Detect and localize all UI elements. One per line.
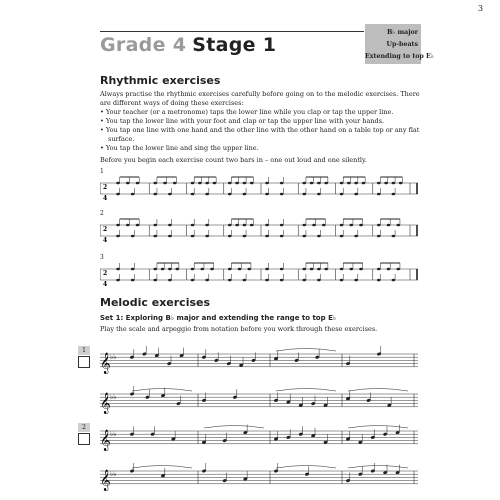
- svg-text:4: 4: [103, 281, 108, 286]
- bullet-icon: •: [100, 108, 104, 116]
- melodic-heading: Melodic exercises: [100, 296, 211, 309]
- rhythmic-instructions: [100, 90, 420, 165]
- bullet-item: • Your teacher (or a metronome) taps the lower line while you clap or tap the upper line.: [100, 108, 394, 116]
- rhythm-staff-2: [100, 218, 418, 240]
- page-title: [100, 34, 276, 56]
- bullet-item: • You tap the lower line with your foot and clap or tap the upper line with your hands.: [100, 117, 385, 125]
- topic-line: Up-beats: [386, 41, 418, 48]
- melody-staff-1a: [100, 346, 418, 376]
- melody-staff-2a: [100, 423, 418, 453]
- svg-text:♭♭: ♭♭: [110, 392, 117, 401]
- rhythm-staff-3: [100, 262, 418, 284]
- topic-line: Extending to top E♭: [365, 53, 434, 60]
- intro-text: Always practise the rhythmic exercises carefully before going on to the melodic exercises. There are different ways of doing these exercises:: [100, 90, 420, 107]
- svg-text:𝄞: 𝄞: [100, 429, 111, 451]
- svg-text:4: 4: [103, 237, 108, 242]
- stage-label: Stage 1: [192, 34, 277, 56]
- exercise-number: 1: [78, 346, 90, 355]
- melody-staff-1b: [100, 386, 418, 416]
- svg-text:♭♭: ♭♭: [110, 469, 117, 478]
- grade-label: Grade 4: [100, 34, 187, 56]
- topic-box: [365, 24, 434, 64]
- svg-text:2: 2: [103, 184, 108, 191]
- bullet-icon: •: [100, 126, 104, 134]
- svg-text:𝄞: 𝄞: [100, 352, 111, 374]
- exercise-number: 1: [100, 168, 104, 175]
- page-number: 3: [478, 4, 484, 13]
- svg-text:2: 2: [103, 226, 108, 233]
- svg-text:𝄞: 𝄞: [100, 392, 111, 414]
- bullet-icon: •: [100, 117, 104, 125]
- svg-text:♭♭: ♭♭: [110, 352, 117, 361]
- topic-line: B♭ major: [386, 29, 418, 36]
- set-title: Set 1: Exploring B♭ major and extending the range to top E♭: [100, 314, 337, 322]
- exercise-number: 2: [100, 210, 104, 217]
- rhythm-staff-1: [100, 176, 418, 198]
- svg-text:𝄞: 𝄞: [100, 469, 111, 491]
- exercise-number: 3: [100, 254, 104, 261]
- bullet-icon: •: [100, 144, 104, 152]
- count-in-text: Before you begin each exercise count two bars in – one out loud and one silently.: [100, 156, 367, 164]
- set-instruction: Play the scale and arpeggio from notation before you work through these exercises.: [100, 325, 378, 333]
- rhythmic-heading: Rhythmic exercises: [100, 74, 221, 87]
- exercise-number: 2: [78, 423, 90, 432]
- header-rule: [100, 31, 364, 32]
- svg-text:2: 2: [103, 270, 108, 277]
- bullet-item: • You tap one line with one hand and the other line with the other hand on a table top or any flat surface.: [100, 126, 420, 143]
- svg-text:4: 4: [103, 195, 108, 200]
- bullet-item: • You tap the lower line and sing the upper line.: [100, 144, 259, 152]
- progress-checkbox[interactable]: [78, 433, 90, 445]
- svg-text:♭♭: ♭♭: [110, 429, 117, 438]
- progress-checkbox[interactable]: [78, 356, 90, 368]
- melody-staff-2b: [100, 463, 418, 493]
